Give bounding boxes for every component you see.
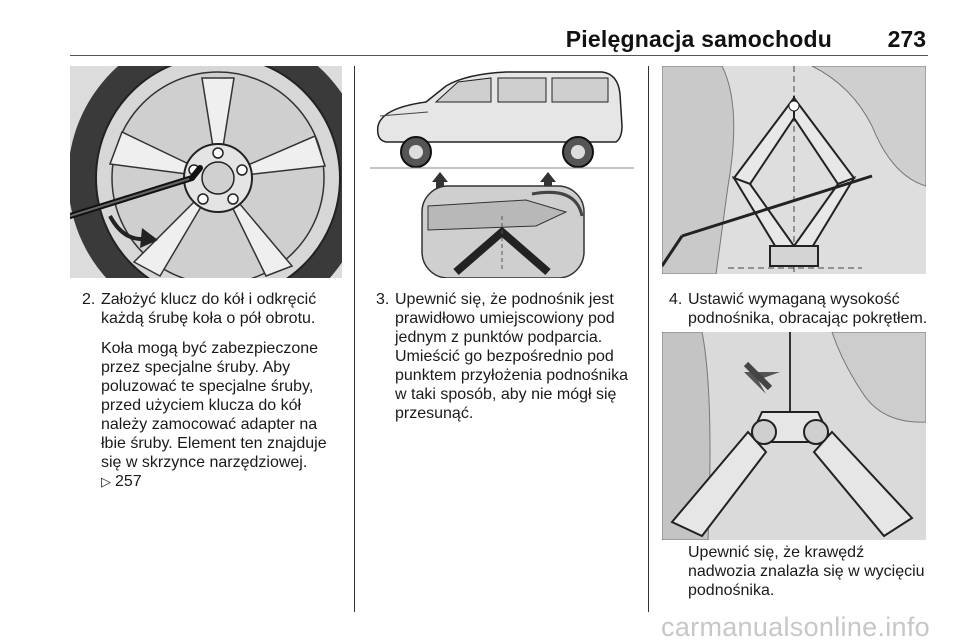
note-text: Koła mogą być zabezpieczone przez specjalne śruby. Aby poluzować te specjalne śruby, przed użyciem klucza do kół należy zamocować adapter na łbie śruby. Element ten znajduje się w skrzynce narzędziowej. (101, 340, 327, 471)
step-number: 3. (376, 291, 390, 308)
note-text: Upewnić się, że krawędź nadwozia znalazła się w wycięciu podnośnika. (688, 544, 925, 599)
step-3-block (376, 290, 642, 423)
step-4-block (669, 290, 931, 328)
step-text: Ustawić wymaganą wysokość podnośnika, obracając pokrętłem. (688, 291, 928, 327)
column-divider-left (354, 66, 355, 612)
wheel-wrench-illustration (70, 66, 342, 278)
page-title: Pielęgnacja samochodu (565, 26, 832, 52)
page-reference[interactable] (82, 472, 346, 491)
jack-notch-detail-illustration (662, 332, 926, 540)
step-number: 4. (669, 291, 683, 308)
header-divider (70, 55, 928, 56)
step-number: 2. (82, 291, 96, 308)
column-divider-right (648, 66, 649, 612)
step-text: Upewnić się, że podnośnik jest prawidłowo umiejscowiony pod jednym z punktów podparcia. Umieścić go bezpośrednio pod punktem przyłożenia podnośnika w taki sposób, aby nie mógł się przesunąć. (395, 291, 629, 422)
watermark: carmanualsonline.info (661, 612, 930, 642)
step-text: Założyć klucz do kół i odkręcić każdą śrubę koła o pół obrotu. (101, 291, 317, 327)
reference-page: 257 (115, 473, 142, 490)
step-4-note-block (669, 543, 931, 600)
van-jacking-points-illustration (366, 66, 638, 278)
ref-arrow-icon: ▷ (101, 474, 111, 489)
scissor-jack-illustration (662, 66, 926, 274)
page-number: 273 (887, 26, 926, 52)
step-2-block (82, 290, 346, 491)
